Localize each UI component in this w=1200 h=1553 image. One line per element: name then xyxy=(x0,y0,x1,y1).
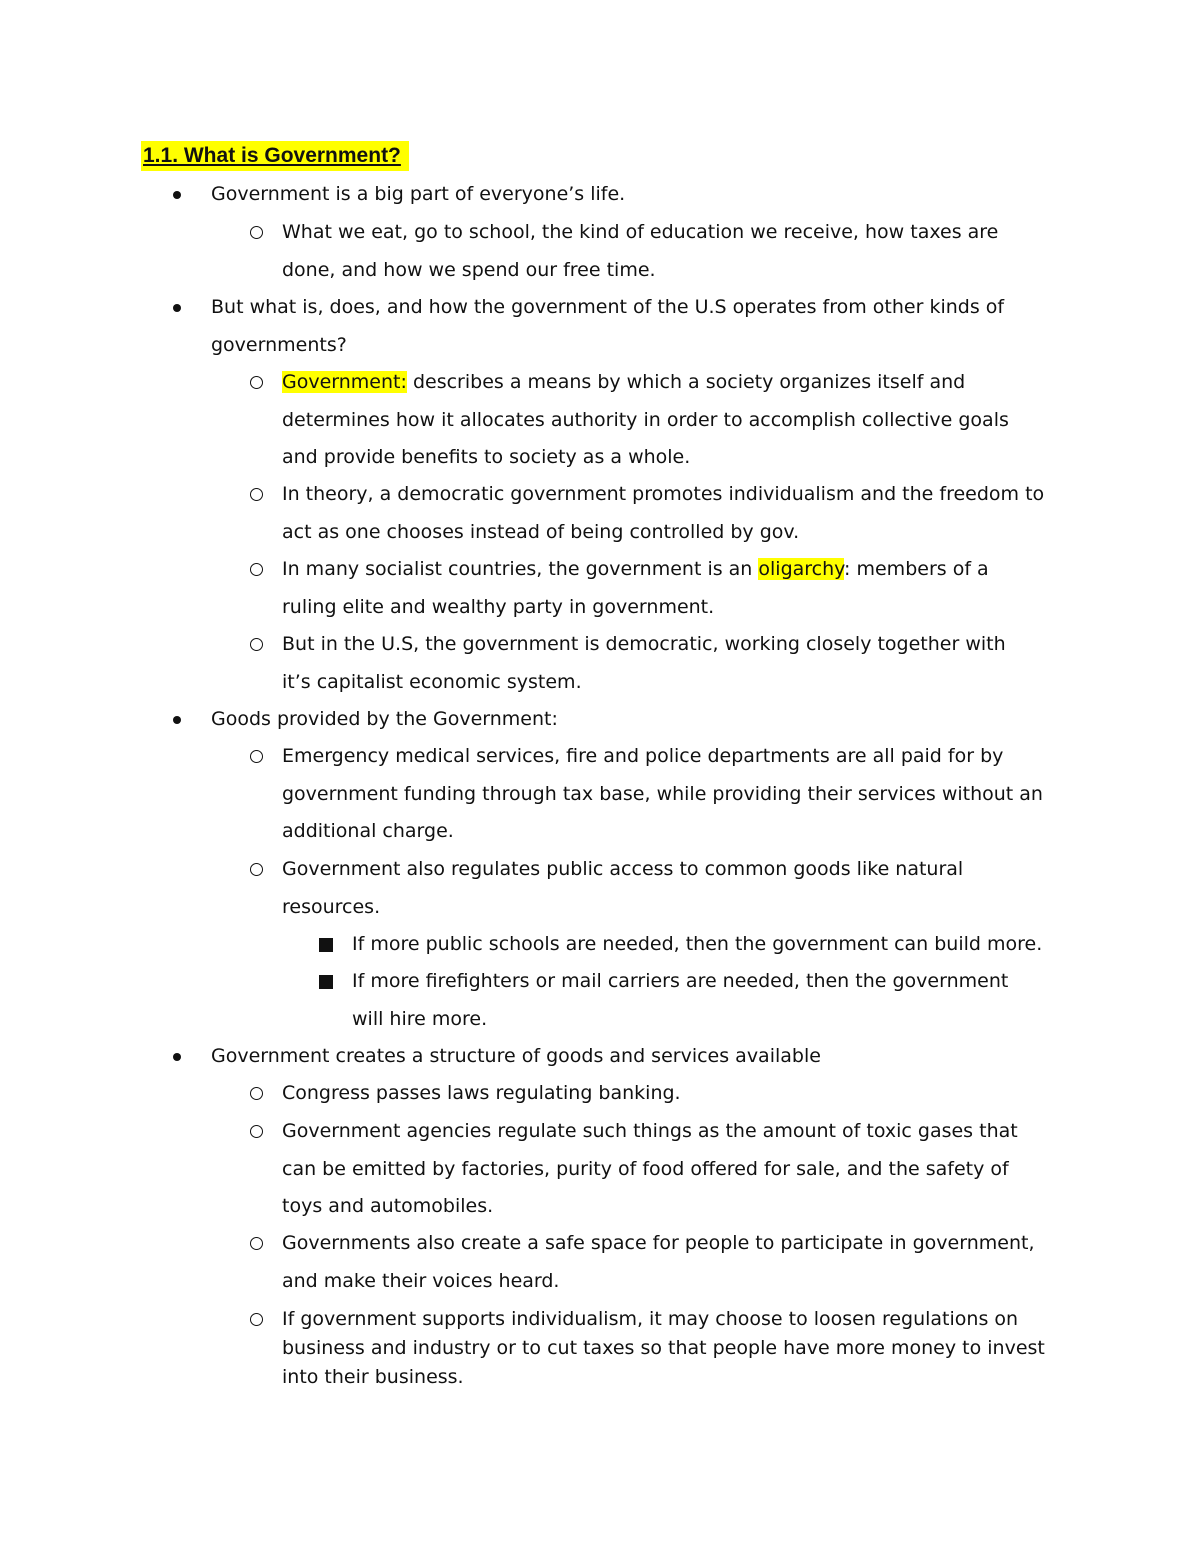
sub-bullet-item: In many socialist countries, the government is an oligarchy: members of a ruling elite and wealthy party in government. xyxy=(282,551,989,626)
bullet-circle-icon xyxy=(246,851,266,889)
sub-sub-bullet-item: If more public schools are needed, then the government can build more. xyxy=(352,926,1042,964)
bullet-item: But what is, does, and how the government of the U.S operates from other kinds of governments? xyxy=(211,289,1004,364)
bullet-circle-icon xyxy=(246,476,266,514)
section-heading: 1.1. What is Government? xyxy=(141,141,409,171)
bullet-circle-icon xyxy=(246,214,266,252)
bullet-circle-icon xyxy=(246,1075,266,1113)
bullet-circle-icon xyxy=(246,1113,266,1151)
bullet-item: Government creates a structure of goods and services available xyxy=(211,1038,821,1076)
bullet-circle-icon xyxy=(246,551,266,589)
bullet-circle-icon xyxy=(246,738,266,776)
bullet-circle-icon xyxy=(246,364,266,402)
bullet-square-icon xyxy=(316,926,336,964)
sub-bullet-item: Government: describes a means by which a society organizes itself and determines how it allocates authority in order to accomplish collective goals and provide benefits to society as a whole. xyxy=(282,364,1009,477)
bullet-circle-icon xyxy=(246,626,266,664)
sub-bullet-item: Congress passes laws regulating banking. xyxy=(282,1075,681,1113)
sub-bullet-item: What we eat, go to school, the kind of education we receive, how taxes are done, and how we spend our free time. xyxy=(282,214,998,289)
bullet-dot-icon xyxy=(167,176,187,214)
sub-bullet-item: If government supports individualism, it may choose to loosen regulations on business and industry or to cut taxes so that people have more money to invest into their business. xyxy=(282,1305,1045,1392)
bullet-square-icon xyxy=(316,963,336,1001)
sub-bullet-item: Governments also create a safe space for people to participate in government, and make their voices heard. xyxy=(282,1225,1035,1300)
highlighted-term: Government: xyxy=(282,371,407,393)
sub-sub-bullet-item: If more firefighters or mail carriers are needed, then the government will hire more. xyxy=(352,963,1008,1038)
bullet-dot-icon xyxy=(167,289,187,327)
sub-bullet-item: Emergency medical services, fire and police departments are all paid for by government funding through tax base, while providing their services without an additional charge. xyxy=(282,738,1043,851)
bullet-item: Government is a big part of everyone’s life. xyxy=(211,176,625,214)
bullet-dot-icon xyxy=(167,1038,187,1076)
sub-bullet-item: Government also regulates public access to common goods like natural resources. xyxy=(282,851,963,926)
bullet-circle-icon xyxy=(246,1225,266,1263)
sub-bullet-item: But in the U.S, the government is democratic, working closely together with it’s capitalist economic system. xyxy=(282,626,1006,701)
highlighted-term: oligarchy xyxy=(758,558,845,580)
sub-bullet-item: Government agencies regulate such things as the amount of toxic gases that can be emitted by factories, purity of food offered for sale, and the safety of toys and automobiles. xyxy=(282,1113,1018,1226)
sub-bullet-item: In theory, a democratic government promotes individualism and the freedom to act as one chooses instead of being controlled by gov. xyxy=(282,476,1044,551)
bullet-item: Goods provided by the Government: xyxy=(211,701,558,739)
bullet-dot-icon xyxy=(167,701,187,739)
bullet-circle-icon xyxy=(246,1305,266,1334)
